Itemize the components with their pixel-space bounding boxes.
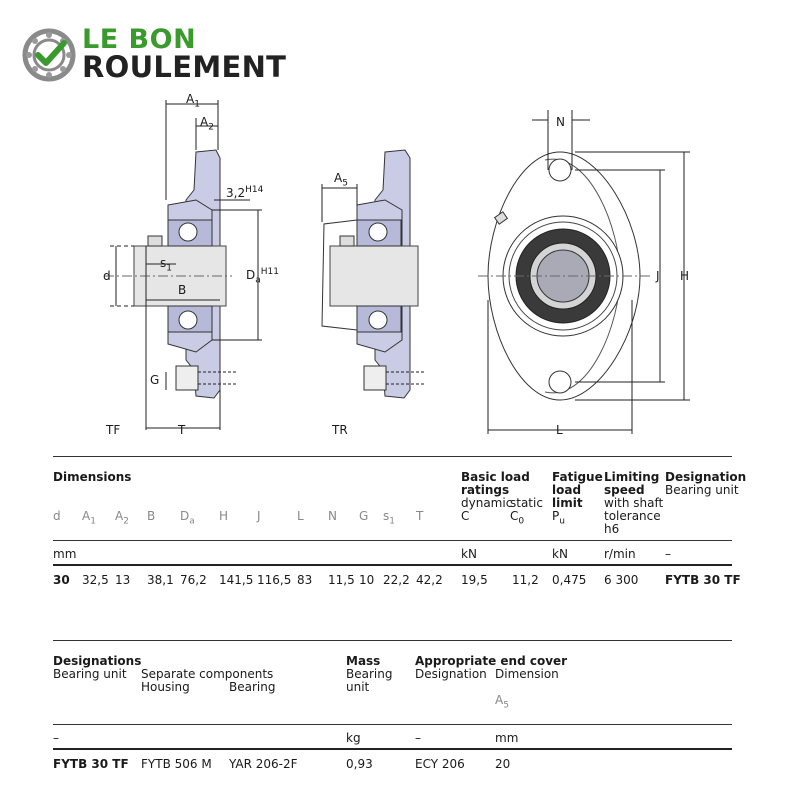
col-a1: $A_1$: [82, 509, 96, 527]
cell-a2: 13: [115, 573, 131, 587]
cell-l: 83: [297, 573, 313, 587]
dim-label-s1: $s_1$: [160, 256, 172, 274]
dynamic-label: dynamic: [461, 496, 513, 510]
cell-mass: 0,93: [346, 757, 373, 771]
view-label-tr: TR: [332, 423, 348, 437]
logo-text-bottom: ROULEMENT: [82, 50, 287, 84]
speed-header: speed: [604, 483, 645, 497]
mass-unit-label: unit: [346, 680, 370, 694]
cover-dimension-label: Dimension: [495, 667, 559, 681]
dim-label-d: d: [103, 269, 111, 283]
unit-rpm: r/min: [604, 547, 636, 561]
mass-header: Mass: [346, 654, 381, 668]
cover-designation-label: Designation: [415, 667, 487, 681]
bearing-unit-label: Bearing unit: [53, 667, 127, 681]
cell-c: 19,5: [461, 573, 488, 587]
mass-bearing-label: Bearing: [346, 667, 393, 681]
c0-label: $C_0$: [510, 509, 525, 527]
dim-label-j: J: [656, 269, 660, 283]
cell-pu: 0,475: [552, 573, 587, 587]
dim-label-a5: $A_5$: [334, 171, 348, 189]
unit-dash: –: [665, 547, 671, 561]
designation-header: Designation: [665, 470, 747, 484]
col-d: d: [53, 509, 61, 523]
dim-label-tolerance: $3,2^{H14}$: [226, 185, 264, 200]
dim-label-b: B: [178, 283, 187, 297]
with-shaft-label: with shaft: [604, 496, 664, 510]
col-a2: $A_2$: [115, 509, 129, 527]
cell-unit: FYTB 30 TF: [53, 757, 129, 771]
cell-s1: 22,2: [383, 573, 410, 587]
logo-text-top: LE BON: [82, 24, 197, 55]
tolerance-label: tolerance: [604, 509, 661, 523]
dim-label-t: T: [178, 423, 186, 437]
col-h: H: [219, 509, 229, 523]
cell-g: 10: [359, 573, 375, 587]
cell-c0: 11,2: [512, 573, 539, 587]
c-label: C: [461, 509, 470, 523]
unit-kn-fatigue: kN: [552, 547, 568, 561]
end-cover-header: Appropriate end cover: [415, 654, 568, 668]
separate-components-label: Separate components: [141, 667, 274, 681]
cell-bearing: YAR 206-2F: [229, 757, 298, 771]
unit-kg: kg: [346, 731, 361, 745]
dim-label-l: L: [556, 423, 563, 437]
col-s1: $s_1$: [383, 509, 395, 527]
unit-mm: mm: [53, 547, 77, 561]
cell-d: 30: [53, 573, 70, 587]
cell-b: 38,1: [147, 573, 174, 587]
unit-dash-2: –: [415, 731, 421, 745]
tf-section-view: [104, 100, 262, 430]
limit-header: limit: [552, 496, 583, 510]
static-label: static: [510, 496, 543, 510]
unit-dash-1: –: [53, 731, 59, 745]
dim-label-n: N: [556, 115, 565, 129]
cell-a5: 20: [495, 757, 511, 771]
fatigue-header: Fatigue: [552, 470, 603, 484]
cell-designation: FYTB 30 TF: [665, 573, 741, 587]
dim-label-h: H: [680, 269, 690, 283]
dim-label-a1: $A_1$: [186, 92, 200, 110]
limiting-header: Limiting: [604, 470, 660, 484]
col-t: T: [416, 509, 424, 523]
dim-label-g: G: [150, 373, 160, 387]
ratings-header: ratings: [461, 483, 510, 497]
housing-label: Housing: [141, 680, 190, 694]
basic-load-header: Basic load: [461, 470, 530, 484]
cell-speed: 6 300: [604, 573, 639, 587]
cover-a5-label: $A_5$: [495, 693, 509, 711]
cell-cover: ECY 206: [415, 757, 465, 771]
col-g: G: [359, 509, 369, 523]
cell-n: 11,5: [328, 573, 355, 587]
bearing-check-icon: [22, 28, 76, 82]
col-j: J: [257, 509, 261, 523]
cell-da: 76,2: [180, 573, 207, 587]
view-label-tf: TF: [106, 423, 121, 437]
dim-label-da: $D_a^{H11}$: [246, 267, 279, 286]
col-b: B: [147, 509, 156, 523]
load-header: load: [552, 483, 582, 497]
dim-label-a2: $A_2$: [200, 115, 214, 133]
cell-j: 116,5: [257, 573, 292, 587]
designations-header: Designations: [53, 654, 142, 668]
unit-mm: mm: [495, 731, 519, 745]
cell-housing: FYTB 506 M: [141, 757, 212, 771]
cell-t: 42,2: [416, 573, 443, 587]
technical-drawing: [0, 85, 800, 440]
bearing-unit-label: Bearing unit: [665, 483, 739, 497]
dimensions-header: Dimensions: [53, 470, 132, 484]
col-l: L: [297, 509, 304, 523]
h6-label: h6: [604, 522, 620, 536]
cell-a1: 32,5: [82, 573, 109, 587]
unit-kn-load: kN: [461, 547, 477, 561]
pu-label: $P_u$: [552, 509, 565, 527]
cell-h: 141,5: [219, 573, 254, 587]
col-n: N: [328, 509, 337, 523]
bearing-label: Bearing: [229, 680, 276, 694]
col-da: $D_a$: [180, 509, 195, 527]
